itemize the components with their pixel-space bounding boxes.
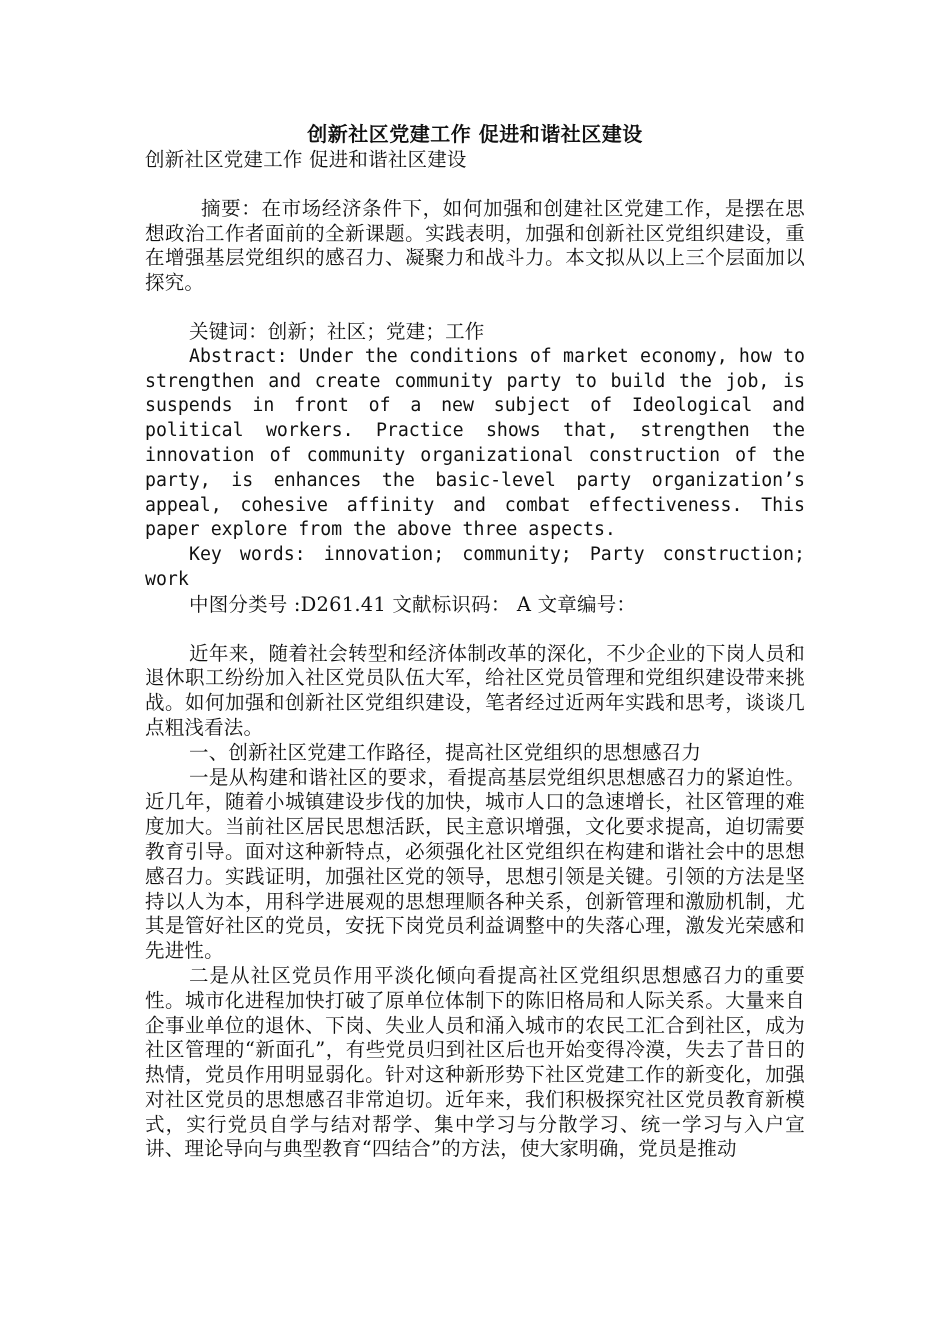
spacer [145, 618, 805, 642]
section-heading: 一、创新社区党建工作路径，提高社区党组织的思想感召力 [189, 740, 702, 764]
classification-line: 中图分类号 :D261.41 文献标识码： A 文章编号： [189, 592, 637, 616]
spacer [145, 173, 805, 197]
body-paragraph: 二是从社区党员作用平淡化倾向看提高社区党组织思想感召力的重要性。城市化进程加快打破了原单位体制下的陈旧格局和人际关系。大量来自企事业单位的退休、下岗、失业人员和涌入城市的农民工汇合到社区，成为社区管理的“新面孔”，有些党员归到社区后也开始变得冷漠，失去了昔日的热情，党员作用明显弱化。针对这种新形势下社区党建工作的新变化，加强对社区党员的思想感召非常迫切。近年来，我们积极探究社区党员教育新模式，实行党员自学与结对帮学、集中学习与分散学习、统一学习与入户宣讲、理论导向与典型教育“四结合”的方法，使大家明确，党员是推动 [145, 963, 805, 1161]
abstract-chinese: 摘要：在市场经济条件下，如何加强和创建社区党建工作，是摆在思想政治工作者面前的全新课题。实践表明，加强和创新社区党组织建设，重在增强基层党组织的感召力、凝聚力和战斗力。本文拟从以上三个层面加以探究。 [145, 196, 805, 295]
keywords-english: Key words: innovation; community; Party construction; work [145, 544, 805, 590]
spacer [145, 296, 805, 320]
abstract-english: Abstract: Under the conditions of market economy, how to strengthen and create community party to build the job, is suspends in front of a new subject of Ideological and political workers. Practice shows that, strengthen the innovation of community organizational construction of the party, is enhances the basic-level party organization’s appeal, cohesive affinity and combat effectiveness. This paper explore from the above three aspects. [145, 345, 805, 541]
keywords-chinese: 关键词：创新；社区；党建；工作 [189, 319, 485, 343]
document-title: 创新社区党建工作 促进和谐社区建设 [307, 122, 643, 146]
body-paragraph: 一是从构建和谐社区的要求，看提高基层党组织思想感召力的紧迫性。近几年，随着小城镇建设步伐的加快，城市人口的急速增长，社区管理的难度加大。当前社区居民思想活跃，民主意识增强，文化要求提高，迫切需要教育引导。面对这种新特点，必须强化社区党组织在构建和谐社会中的思想感召力。实践证明，加强社区党的领导，思想引领是关键。引领的方法是坚持以人为本，用科学进展观的思想理顺各种关系，创新管理和激励机制，尤其是管好社区的党员，安抚下岗党员利益调整中的失落心理，激发光荣感和先进性。 [145, 765, 805, 963]
body-paragraph: 近年来，随着社会转型和经济体制改革的深化，不少企业的下岗人员和退休职工纷纷加入社区党员队伍大军，给社区党员管理和党组织建设带来挑战。如何加强和创新社区党组织建设，笔者经过近两年实践和思考，谈谈几点粗浅看法。 [145, 641, 805, 739]
document-subtitle: 创新社区党建工作 促进和谐社区建设 [145, 148, 467, 171]
document-page [145, 120, 805, 1162]
